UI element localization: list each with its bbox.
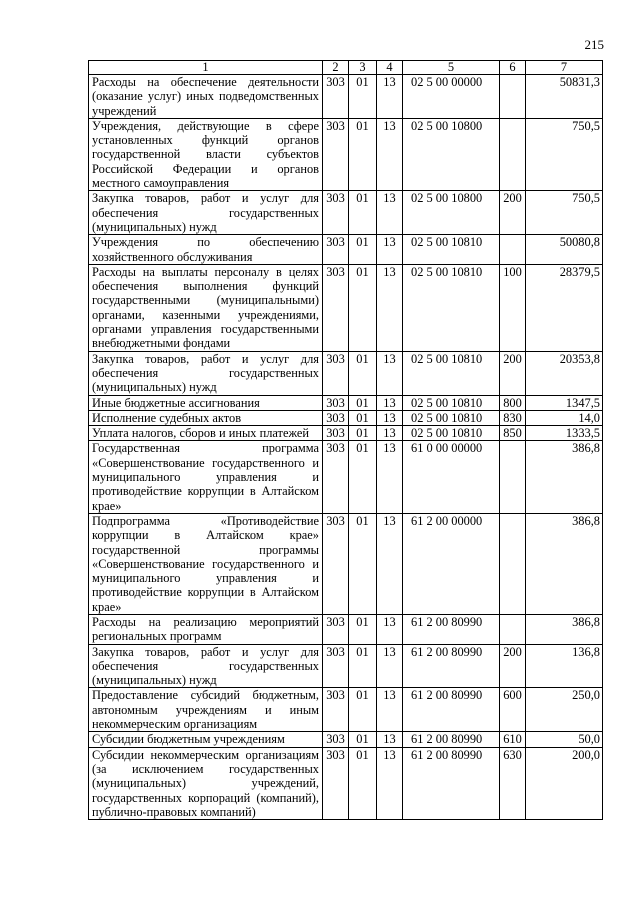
ministry-code-cell: 303 <box>323 426 349 441</box>
section-code-cell: 01 <box>349 118 377 190</box>
ministry-code-cell: 303 <box>323 191 349 235</box>
ministry-code-cell: 303 <box>323 747 349 819</box>
ministry-code-cell: 303 <box>323 441 349 513</box>
table-row <box>89 235 603 265</box>
subsection-code-cell: 13 <box>377 732 403 747</box>
expense-type-cell <box>500 441 526 513</box>
amount-cell: 250,0 <box>526 688 603 732</box>
target-article-cell: 02 5 00 10810 <box>403 395 500 410</box>
table-row <box>89 410 603 425</box>
expense-type-cell <box>500 118 526 190</box>
target-article-cell: 61 2 00 80990 <box>403 644 500 688</box>
subsection-code-cell: 13 <box>377 75 403 119</box>
amount-cell: 50831,3 <box>526 75 603 119</box>
ministry-code-cell: 303 <box>323 644 349 688</box>
target-article-cell: 02 5 00 10810 <box>403 426 500 441</box>
amount-cell: 50,0 <box>526 732 603 747</box>
ministry-code-cell: 303 <box>323 395 349 410</box>
table-row <box>89 644 603 688</box>
expense-name-cell: Государственная программа «Совершенствование государственного и муниципального управления и противодействие коррупции в Алтайском крае» <box>89 441 323 513</box>
expense-name-cell: Расходы на реализацию мероприятий региональных программ <box>89 614 323 644</box>
expense-name-cell: Исполнение судебных актов <box>89 410 323 425</box>
expense-name-cell: Иные бюджетные ассигнования <box>89 395 323 410</box>
subsection-code-cell: 13 <box>377 191 403 235</box>
table-row <box>89 513 603 614</box>
target-article-cell: 61 2 00 80990 <box>403 688 500 732</box>
section-code-cell: 01 <box>349 426 377 441</box>
table-row <box>89 688 603 732</box>
column-header: 2 <box>323 61 349 75</box>
table-row <box>89 441 603 513</box>
expense-type-cell: 200 <box>500 644 526 688</box>
subsection-code-cell: 13 <box>377 441 403 513</box>
amount-cell: 50080,8 <box>526 235 603 265</box>
ministry-code-cell: 303 <box>323 614 349 644</box>
subsection-code-cell: 13 <box>377 351 403 395</box>
expense-name-cell: Расходы на выплаты персоналу в целях обеспечения выполнения функций государственными (муниципальными) органами, казенными учреждениями, органами управления государственными внебюджетными фондами <box>89 264 323 351</box>
target-article-cell: 61 2 00 00000 <box>403 513 500 614</box>
ministry-code-cell: 303 <box>323 513 349 614</box>
section-code-cell: 01 <box>349 75 377 119</box>
expense-name-cell: Предоставление субсидий бюджетным, автономным учреждениям и иным некоммерческим организациям <box>89 688 323 732</box>
table-row <box>89 191 603 235</box>
table-row <box>89 351 603 395</box>
subsection-code-cell: 13 <box>377 688 403 732</box>
expense-name-cell: Субсидии некоммерческим организациям (за исключением государственных (муниципальных) учреждений, государственных корпораций (компаний), публично-правовых компаний) <box>89 747 323 819</box>
subsection-code-cell: 13 <box>377 264 403 351</box>
expense-type-cell: 610 <box>500 732 526 747</box>
section-code-cell: 01 <box>349 235 377 265</box>
table-row <box>89 747 603 819</box>
table-row <box>89 75 603 119</box>
page-number: 215 <box>584 37 604 52</box>
table-row <box>89 614 603 644</box>
table-row <box>89 264 603 351</box>
column-header: 6 <box>500 61 526 75</box>
expense-type-cell: 630 <box>500 747 526 819</box>
subsection-code-cell: 13 <box>377 410 403 425</box>
amount-cell: 20353,8 <box>526 351 603 395</box>
section-code-cell: 01 <box>349 351 377 395</box>
section-code-cell: 01 <box>349 688 377 732</box>
expense-type-cell: 830 <box>500 410 526 425</box>
section-code-cell: 01 <box>349 441 377 513</box>
ministry-code-cell: 303 <box>323 732 349 747</box>
section-code-cell: 01 <box>349 395 377 410</box>
table-row <box>89 118 603 190</box>
expense-type-cell <box>500 513 526 614</box>
section-code-cell: 01 <box>349 191 377 235</box>
section-code-cell: 01 <box>349 732 377 747</box>
subsection-code-cell: 13 <box>377 513 403 614</box>
expense-type-cell: 200 <box>500 191 526 235</box>
expense-type-cell: 600 <box>500 688 526 732</box>
ministry-code-cell: 303 <box>323 75 349 119</box>
table-row <box>89 732 603 747</box>
section-code-cell: 01 <box>349 747 377 819</box>
expense-name-cell: Учреждения, действующие в сфере установленных функций органов государственной власти субъектов Российской Федерации и органов местного самоуправления <box>89 118 323 190</box>
subsection-code-cell: 13 <box>377 118 403 190</box>
expense-name-cell: Закупка товаров, работ и услуг для обеспечения государственных (муниципальных) нужд <box>89 351 323 395</box>
amount-cell: 1347,5 <box>526 395 603 410</box>
expense-name-cell: Уплата налогов, сборов и иных платежей <box>89 426 323 441</box>
target-article-cell: 02 5 00 10810 <box>403 351 500 395</box>
target-article-cell: 02 5 00 00000 <box>403 75 500 119</box>
expense-name-cell: Субсидии бюджетным учреждениям <box>89 732 323 747</box>
expense-name-cell: Расходы на обеспечение деятельности (оказание услуг) иных подведомственных учреждений <box>89 75 323 119</box>
expense-name-cell: Закупка товаров, работ и услуг для обеспечения государственных (муниципальных) нужд <box>89 644 323 688</box>
subsection-code-cell: 13 <box>377 747 403 819</box>
expense-type-cell: 850 <box>500 426 526 441</box>
expense-type-cell <box>500 75 526 119</box>
amount-cell: 1333,5 <box>526 426 603 441</box>
ministry-code-cell: 303 <box>323 410 349 425</box>
target-article-cell: 02 5 00 10810 <box>403 235 500 265</box>
target-article-cell: 61 2 00 80990 <box>403 747 500 819</box>
subsection-code-cell: 13 <box>377 395 403 410</box>
ministry-code-cell: 303 <box>323 118 349 190</box>
amount-cell: 200,0 <box>526 747 603 819</box>
table-row <box>89 395 603 410</box>
expense-name-cell: Учреждения по обеспечению хозяйственного обслуживания <box>89 235 323 265</box>
target-article-cell: 02 5 00 10800 <box>403 118 500 190</box>
ministry-code-cell: 303 <box>323 264 349 351</box>
ministry-code-cell: 303 <box>323 351 349 395</box>
amount-cell: 750,5 <box>526 191 603 235</box>
subsection-code-cell: 13 <box>377 426 403 441</box>
column-header: 1 <box>89 61 323 75</box>
expense-type-cell: 800 <box>500 395 526 410</box>
target-article-cell: 61 2 00 80990 <box>403 732 500 747</box>
expense-type-cell: 200 <box>500 351 526 395</box>
expense-type-cell: 100 <box>500 264 526 351</box>
column-number-row <box>89 61 603 75</box>
column-header: 3 <box>349 61 377 75</box>
amount-cell: 386,8 <box>526 441 603 513</box>
amount-cell: 28379,5 <box>526 264 603 351</box>
subsection-code-cell: 13 <box>377 614 403 644</box>
column-header: 4 <box>377 61 403 75</box>
ministry-code-cell: 303 <box>323 235 349 265</box>
expense-name-cell: Закупка товаров, работ и услуг для обеспечения государственных (муниципальных) нужд <box>89 191 323 235</box>
expense-type-cell <box>500 614 526 644</box>
section-code-cell: 01 <box>349 264 377 351</box>
section-code-cell: 01 <box>349 513 377 614</box>
budget-table <box>88 60 603 820</box>
column-header: 7 <box>526 61 603 75</box>
amount-cell: 136,8 <box>526 644 603 688</box>
ministry-code-cell: 303 <box>323 688 349 732</box>
amount-cell: 14,0 <box>526 410 603 425</box>
section-code-cell: 01 <box>349 644 377 688</box>
column-header: 5 <box>403 61 500 75</box>
target-article-cell: 61 0 00 00000 <box>403 441 500 513</box>
target-article-cell: 02 5 00 10800 <box>403 191 500 235</box>
expense-name-cell: Подпрограмма «Противодействие коррупции в Алтайском крае» государственной программы «Совершенствование государственного и муниципального управления и противодействие коррупции в Алтайском крае» <box>89 513 323 614</box>
amount-cell: 750,5 <box>526 118 603 190</box>
amount-cell: 386,8 <box>526 614 603 644</box>
target-article-cell: 02 5 00 10810 <box>403 410 500 425</box>
subsection-code-cell: 13 <box>377 235 403 265</box>
section-code-cell: 01 <box>349 614 377 644</box>
expense-type-cell <box>500 235 526 265</box>
target-article-cell: 61 2 00 80990 <box>403 614 500 644</box>
amount-cell: 386,8 <box>526 513 603 614</box>
table-row <box>89 426 603 441</box>
target-article-cell: 02 5 00 10810 <box>403 264 500 351</box>
subsection-code-cell: 13 <box>377 644 403 688</box>
section-code-cell: 01 <box>349 410 377 425</box>
